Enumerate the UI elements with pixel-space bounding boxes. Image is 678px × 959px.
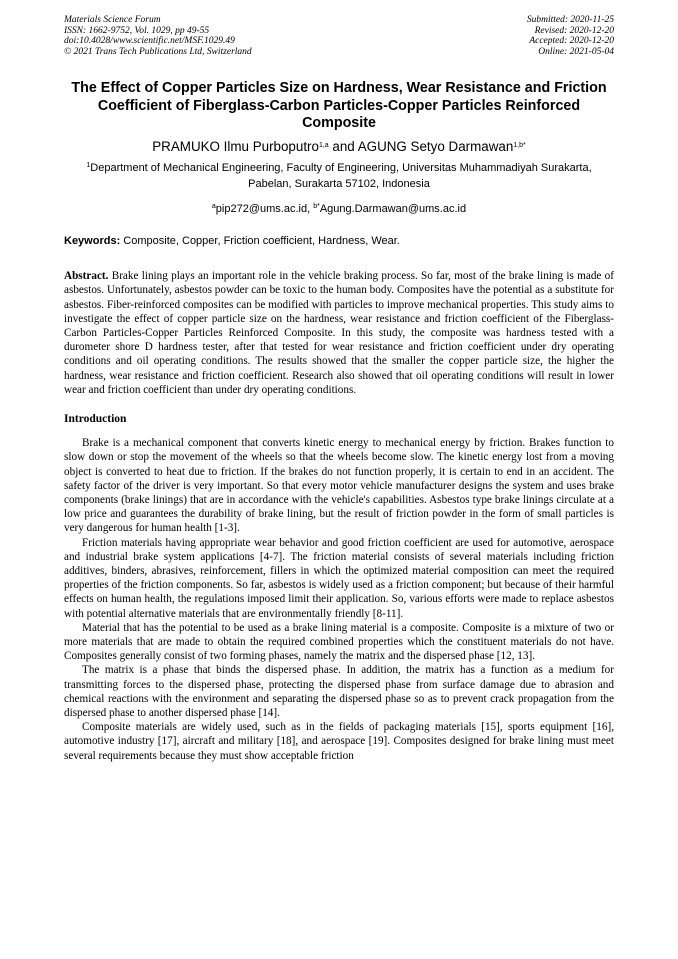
introduction-paragraph-1: Brake is a mechanical component that converts kinetic energy to mechanical energy by friction. Brakes function to slow down or stop the movement of the wheels so that the wheels become slow. The kinetic energy lost from a moving object is converted to heat due to friction. If the brakes do not function properly, it is certain to end in an accident. The safety factor of the driver is very important. So that every motor vehicle manufacturer designs the system and uses brake components (brake linings) that are in accordance with the vehicle's capabilities. Asbestos type brake linings circulate at a low price and guarantees the durability of brake lining, but the result of friction powder in the form of small particles is very dangerous for human health [1-3].: [64, 437, 614, 535]
revised-date: Revised: 2020-12-20: [534, 25, 614, 36]
author-1-affiliation-mark: 1,a: [318, 142, 329, 150]
email-b-mark: b*: [313, 203, 320, 211]
journal-info: [64, 15, 252, 57]
keywords: [64, 234, 614, 248]
journal-name: Materials Science Forum: [64, 15, 161, 25]
email-a-mark: a: [211, 203, 216, 211]
keywords-text: Composite, Copper, Friction coefficient, Hardness, Wear.: [120, 235, 400, 248]
introduction-heading: Introduction: [64, 413, 127, 426]
introduction-paragraph-4: The matrix is a phase that binds the dispersed phase. In addition, the matrix has a function as a medium for transmitting forces to the dispersed phase, protecting the dispersed phase from surface damage due to abrasion and chemical reactions with the environment and separating the dispersed phase so as to prevent crack propagation from the dispersed phase to another dispersed phase [14].: [64, 664, 614, 719]
journal-copyright: © 2021 Trans Tech Publications Ltd, Switzerland: [64, 46, 252, 57]
author-2-affiliation-mark: 1,b*: [513, 142, 526, 150]
affiliation-mark: 1: [86, 162, 91, 170]
introduction-paragraph-3: Material that has the potential to be used as a brake lining material is a composite. Composite is a mixture of two or more materials that are made to obtain the required combined properties which the constituent materials do not have. Composites generally consist of two forming phases, namely the matrix and the dispersed phase [12, 13].: [64, 621, 614, 663]
publication-dates: [527, 15, 614, 57]
email-b: Agung.Darmawan@ums.ac.id: [319, 203, 467, 216]
affiliation-text: Department of Mechanical Engineering, Faculty of Engineering, Universitas Muhammadiyah Surakarta, Pabelan, Surakarta 57102, Indonesia: [90, 162, 592, 190]
keywords-label: Keywords:: [64, 235, 121, 248]
abstract-text: Brake lining plays an important role in the vehicle braking process. So far, most of the brake lining is made of asbestos. Unfortunately, asbestos powder can be toxic to the human body. Composites have the potential as a substitute for asbestos. Fiber-reinforced composites can be modified with particles to improve mechanical properties. This study aims to investigate the effect of copper particle size on the hardness, wear resistance and friction coefficient of the Fiberglass-Carbon Particles-Copper Particles Reinforced Composite. In this study, the composite was hardness tested with a durometer shore D hardness tester, after that tested for wear resistance and friction coefficient under dry operating conditions and oil operating conditions. The results showed that the smaller the copper particle size, the higher the hardness, wear resistance and friction coefficient. Research also showed that oil operating conditions will result in lower wear and friction coefficient than under dry operating conditions.: [64, 270, 614, 396]
author-conjunction: and: [328, 139, 358, 155]
accepted-date: Accepted: 2020-12-20: [529, 36, 614, 47]
journal-header: [64, 15, 614, 57]
affiliation: [64, 161, 614, 192]
email-a: pip272@ums.ac.id,: [215, 203, 314, 216]
paper-title: The Effect of Copper Particles Size on Hardness, Wear Resistance and Friction Coefficient of Fiberglass-Carbon Particles-Copper Particles Reinforced Composite: [71, 80, 607, 131]
abstract-label: Abstract.: [64, 270, 109, 283]
author-1: PRAMUKO Ilmu Purboputro: [152, 139, 319, 155]
online-date: Online: 2021-05-04: [538, 46, 614, 57]
introduction-paragraph-2: Friction materials having appropriate wear behavior and good friction coefficient are used for automotive, aerospace and industrial brake system applications [4-7]. The friction material consists of several materials including friction additives, binders, abrasives, reinforcement, fillers in which the optimized material composition can meet the required properties of the friction components. So far, asbestos is widely used as a friction component; but because of their harmful effects on human health, the regulations imposed limit their application. So, various efforts were made to replace asbestos with potential alternative materials that are environmentally friendly [8-11].: [64, 536, 614, 620]
introduction-paragraph-5: Composite materials are widely used, such as in the fields of packaging materials [15], sports equipment [16], automotive industry [17], aircraft and military [18], and aerospace [19]. Composites designed for brake lining must meet several requirements because they must show acceptable friction: [64, 721, 614, 762]
submitted-date: Submitted: 2020-11-25: [526, 15, 614, 25]
author-emails: [64, 202, 614, 216]
abstract: [64, 269, 614, 397]
author-2: AGUNG Setyo Darmawan: [357, 139, 514, 155]
journal-issn: ISSN: 1662-9752, Vol. 1029, pp 49-55: [64, 25, 210, 36]
author-list: [64, 139, 614, 155]
journal-doi: doi:10.4028/www.scientific.net/MSF.1029.49: [64, 36, 235, 47]
